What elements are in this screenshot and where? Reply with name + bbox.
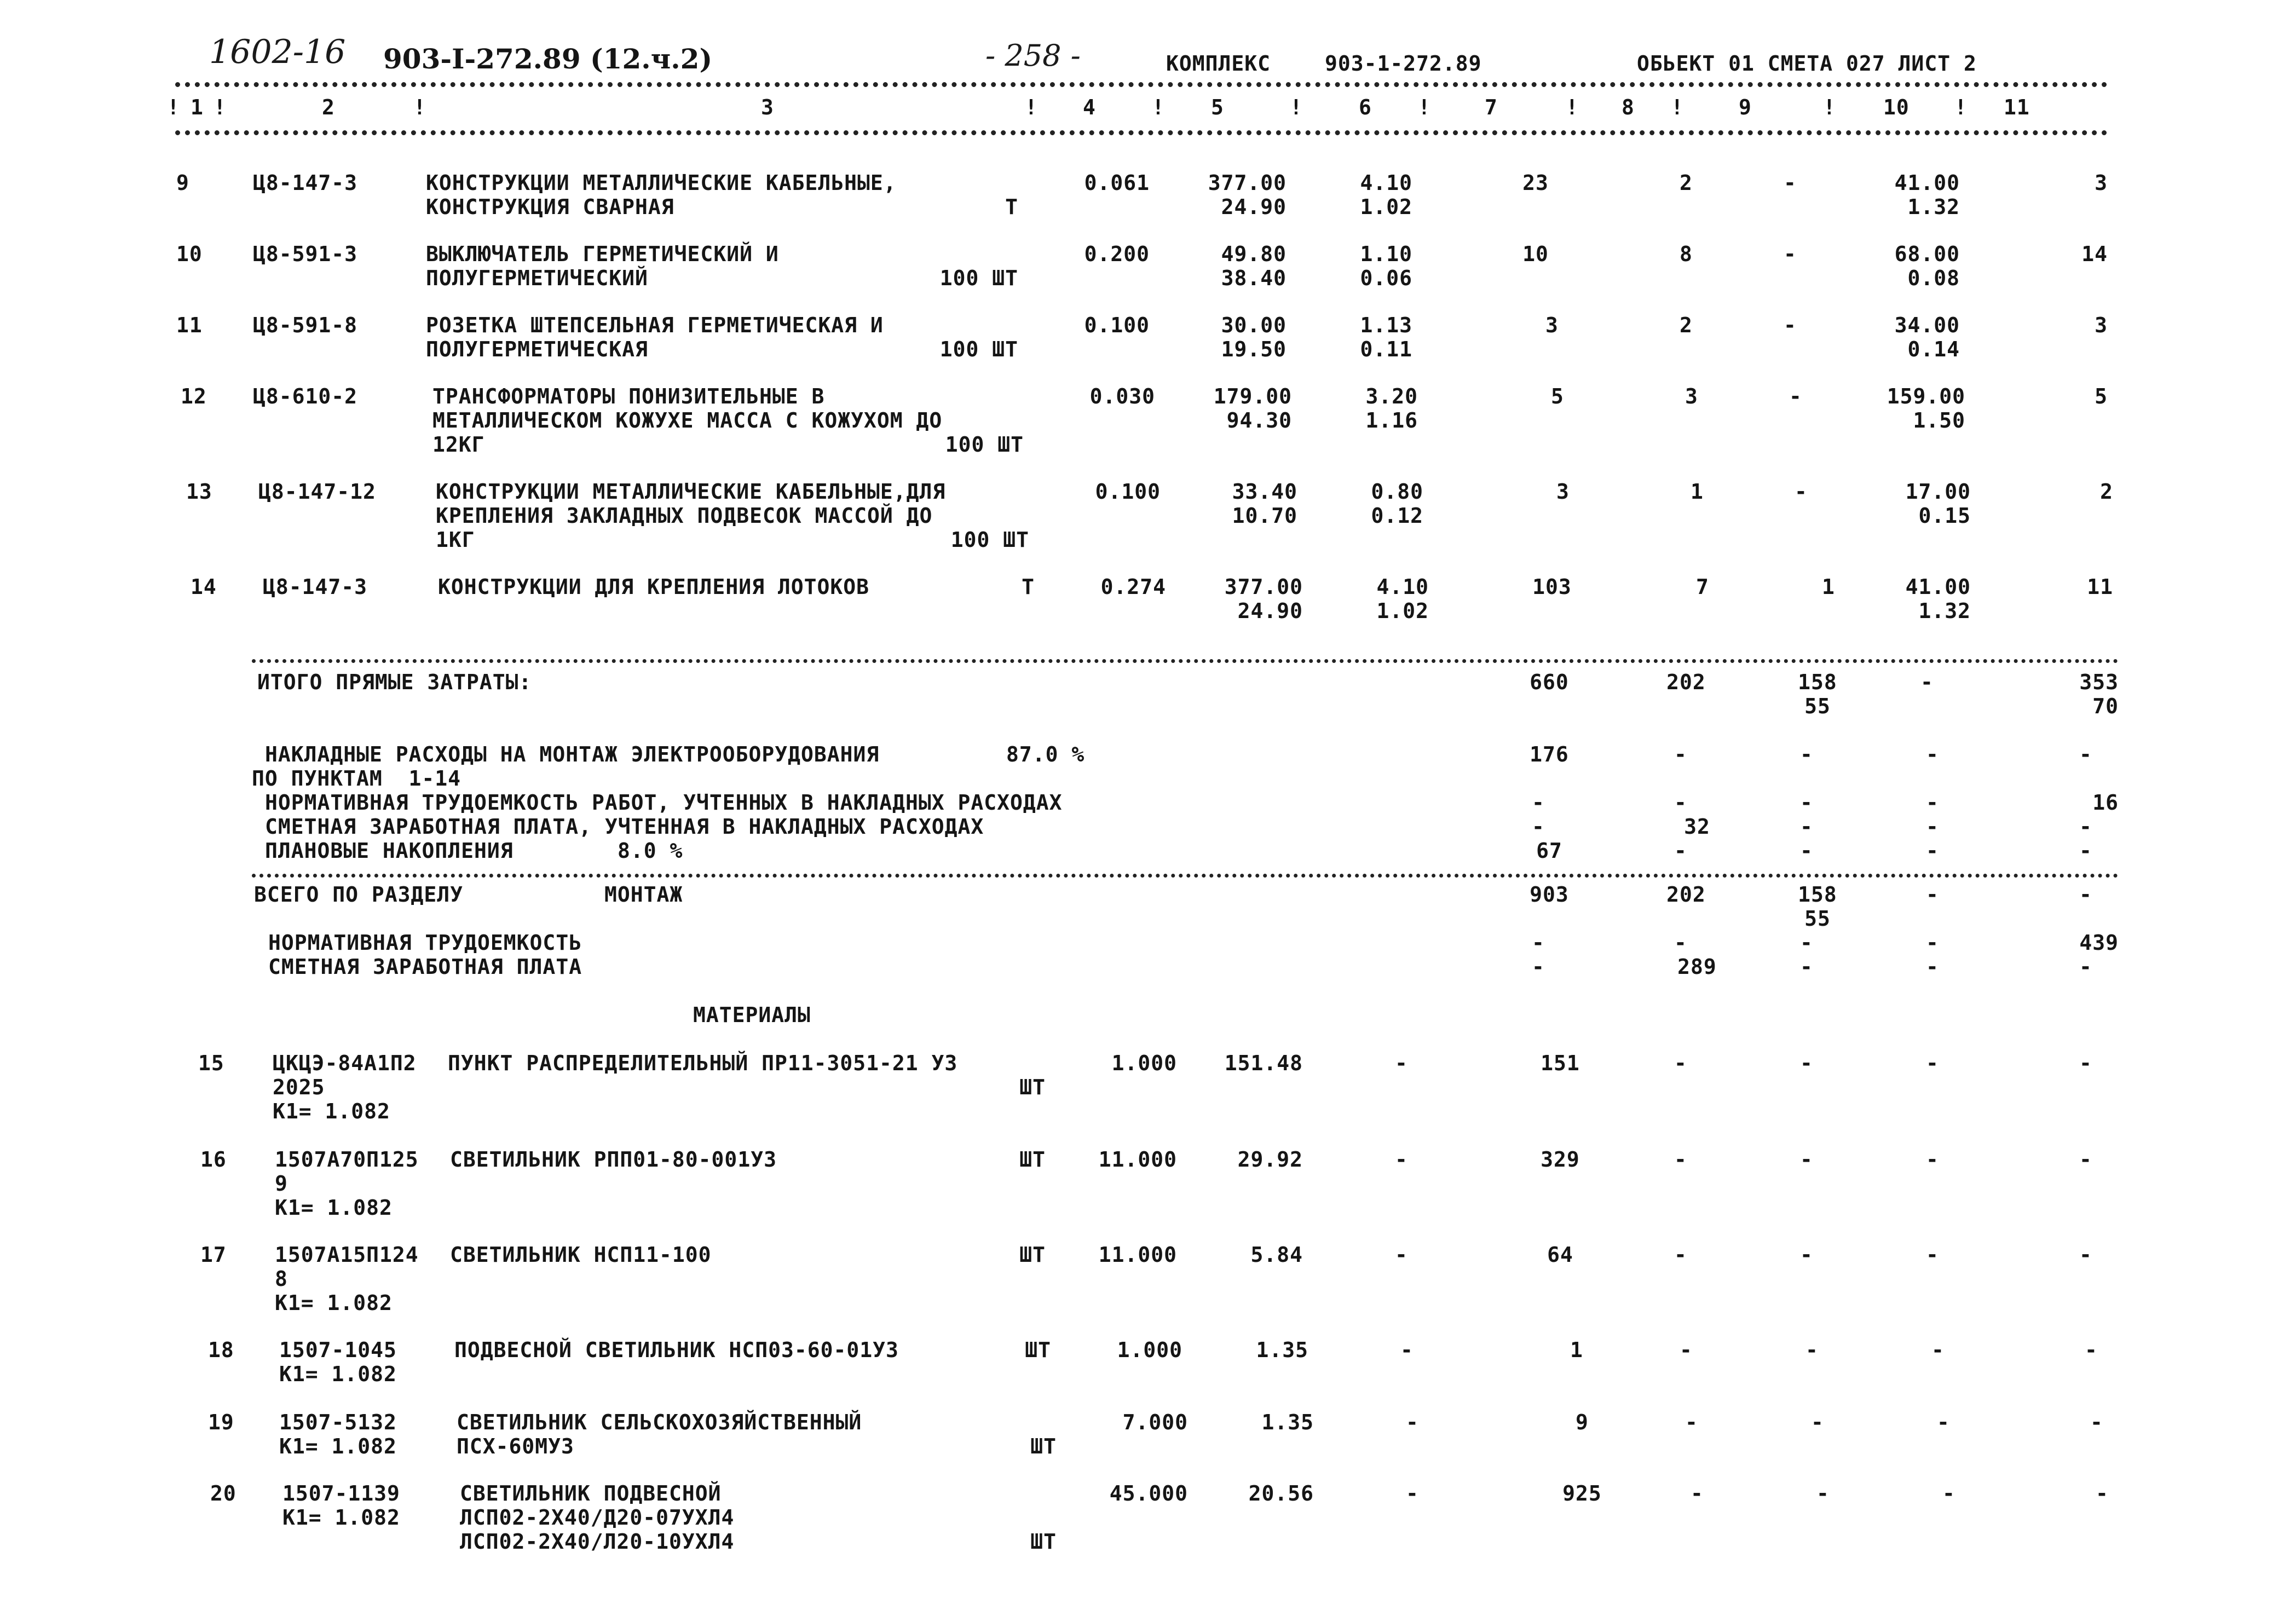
row-quantity: 0.100 — [1084, 313, 1150, 337]
material-price: 5.84 — [1250, 1243, 1303, 1267]
handwritten-index: 1602-16 — [209, 33, 346, 71]
row-description: КОНСТРУКЦИИ МЕТАЛЛИЧЕСКИЕ КАБЕЛЬНЫЕ, — [426, 171, 897, 195]
row-total-1: 0.80 — [1371, 480, 1423, 504]
row-total-2: 0.11 — [1360, 337, 1412, 361]
material-col-11: - — [2079, 1051, 2092, 1075]
material-col-7: 1 — [1570, 1338, 1583, 1362]
col-number-7: 7 — [1485, 95, 1498, 119]
sec-wage-col-8: 289 — [1677, 955, 1717, 979]
wage-col-7: - — [1532, 815, 1545, 839]
material-unit: ШТ — [1030, 1434, 1057, 1458]
norm-col-8: - — [1674, 791, 1687, 815]
row-col-11: 11 — [2087, 575, 2113, 599]
row-col-10b: 1.32 — [1907, 195, 1960, 219]
row-unit-wage: 94.30 — [1226, 408, 1292, 432]
material-description: ПСХ-60МУЗ — [457, 1434, 574, 1458]
material-unit: ШТ — [1030, 1530, 1057, 1554]
direct-col-11: 353 — [2079, 670, 2119, 694]
row-col-8: 2 — [1680, 171, 1693, 195]
row-number: 14 — [191, 575, 217, 599]
row-unit-price: 377.00 — [1208, 171, 1287, 195]
material-col-6: - — [1406, 1481, 1419, 1505]
material-coefficient: K1= 1.082 — [273, 1099, 390, 1123]
material-description: СВЕТИЛЬНИК НСП11-100 — [450, 1243, 712, 1267]
overhead-col-7: 176 — [1530, 742, 1569, 766]
material-col-8: - — [1674, 1147, 1687, 1172]
row-col-10b: 1.32 — [1918, 599, 1971, 623]
sec-norm-col-7: - — [1532, 931, 1545, 955]
row-col-10: 41.00 — [1894, 171, 1960, 195]
row-col-10: 17.00 — [1905, 480, 1971, 504]
material-description: ЛСП02-2Х40/Л20-10УХЛ4 — [460, 1530, 735, 1554]
material-number: 20 — [210, 1481, 236, 1505]
planned-savings-label: ПЛАНОВЫЕ НАКОПЛЕНИЯ — [265, 839, 514, 863]
row-description: КОНСТРУКЦИИ ДЛЯ КРЕПЛЕНИЯ ЛОТОКОВ — [438, 575, 869, 599]
row-col-7: 5 — [1551, 384, 1564, 408]
row-col-7: 3 — [1545, 313, 1559, 337]
overhead-col-9: - — [1800, 742, 1813, 766]
material-code: ЦКЦЭ-84А1П2 — [273, 1051, 417, 1075]
material-col-10: - — [1942, 1481, 1955, 1505]
material-quantity: 45.000 — [1109, 1481, 1188, 1505]
material-quantity: 11.000 — [1098, 1243, 1177, 1267]
material-col-7: 9 — [1576, 1410, 1589, 1434]
plan-col-9: - — [1800, 839, 1813, 863]
row-description: КОНСТРУКЦИИ МЕТАЛЛИЧЕСКИЕ КАБЕЛЬНЫЕ,ДЛЯ — [436, 480, 946, 504]
column-sep: ! — [1152, 95, 1165, 119]
row-total-1: 3.20 — [1365, 384, 1418, 408]
complex-label: КОМПЛЕКС — [1166, 51, 1271, 76]
row-total-1: 4.10 — [1360, 171, 1412, 195]
row-col-9: 1 — [1822, 575, 1835, 599]
row-col-8: 3 — [1685, 384, 1698, 408]
material-col-8: - — [1674, 1243, 1687, 1267]
row-quantity: 0.061 — [1084, 171, 1150, 195]
section-wage-label: СМЕТНАЯ ЗАРАБОТНАЯ ПЛАТА — [268, 955, 582, 979]
material-col-9: - — [1800, 1147, 1813, 1172]
row-quantity: 0.100 — [1095, 480, 1161, 504]
row-code: Ц8-591-8 — [253, 313, 358, 337]
col-number-10: 10 — [1883, 95, 1910, 119]
norm-col-10: - — [1926, 791, 1939, 815]
row-col-8: 8 — [1680, 242, 1693, 266]
material-number: 19 — [208, 1410, 234, 1434]
row-unit-price: 30.00 — [1221, 313, 1287, 337]
row-unit-wage: 10.70 — [1232, 504, 1297, 528]
row-col-7: 3 — [1556, 480, 1570, 504]
wage-overhead-label: СМЕТНАЯ ЗАРАБОТНАЯ ПЛАТА, УЧТЕННАЯ В НАКЛАДНЫХ РАСХОДАХ — [265, 815, 984, 839]
row-col-9: - — [1784, 313, 1797, 337]
material-price: 1.35 — [1256, 1338, 1308, 1362]
material-extra: 9 — [275, 1172, 288, 1196]
row-col-10b: 1.50 — [1913, 408, 1965, 432]
material-col-7: 64 — [1547, 1243, 1573, 1267]
materials-heading: МАТЕРИАЛЫ — [693, 1003, 811, 1027]
row-description: ВЫКЛЮЧАТЕЛЬ ГЕРМЕТИЧЕСКИЙ И — [426, 242, 779, 266]
material-description: СВЕТИЛЬНИК СЕЛЬСКОХОЗЯЙСТВЕННЫЙ — [457, 1410, 862, 1434]
wage-col-8: 32 — [1684, 815, 1710, 839]
row-col-7: 23 — [1522, 171, 1549, 195]
row-total-2: 0.12 — [1371, 504, 1423, 528]
material-col-11: - — [2096, 1481, 2109, 1505]
material-coefficient: K1= 1.082 — [275, 1196, 393, 1220]
material-unit: ШТ — [1025, 1338, 1051, 1362]
row-description: 1КГ — [436, 528, 475, 552]
section-col-9: 158 — [1798, 882, 1837, 907]
col-number-2: 2 — [322, 95, 335, 119]
row-unit: Т — [1005, 195, 1018, 219]
section-rule — [252, 874, 2119, 878]
row-quantity: 0.030 — [1089, 384, 1155, 408]
material-quantity: 1.000 — [1111, 1051, 1177, 1075]
material-coefficient: K1= 1.082 — [275, 1291, 393, 1315]
material-col-9: - — [1816, 1481, 1830, 1505]
material-description: ПУНКТ РАСПРЕДЕЛИТЕЛЬНЫЙ ПР11-3051-21 УЗ — [448, 1051, 958, 1075]
row-total-2: 0.06 — [1360, 266, 1412, 290]
norm-col-9: - — [1800, 791, 1813, 815]
material-col-10: - — [1937, 1410, 1950, 1434]
row-code: Ц8-147-12 — [258, 480, 376, 504]
row-unit-wage: 24.90 — [1237, 599, 1303, 623]
section-norm-label: НОРМАТИВНАЯ ТРУДОЕМКОСТЬ — [268, 931, 582, 955]
row-col-9: - — [1784, 242, 1797, 266]
material-code: 1507А70П125 — [275, 1147, 419, 1172]
overhead-points: ПО ПУНКТАМ 1-14 — [252, 766, 461, 791]
overhead-col-8: - — [1674, 742, 1687, 766]
section-col-8: 202 — [1666, 882, 1706, 907]
row-unit: 100 ШТ — [945, 432, 1024, 457]
direct-col-8: 202 — [1666, 670, 1706, 694]
col-number-9: 9 — [1739, 95, 1752, 119]
column-sep: ! — [1823, 95, 1836, 119]
row-number: 13 — [186, 480, 212, 504]
material-col-10: - — [1926, 1147, 1939, 1172]
row-total-1: 1.13 — [1360, 313, 1412, 337]
object-sheet-info: ОБЬЕКТ 01 СМЕТА 027 ЛИСТ 2 — [1637, 51, 1977, 76]
row-col-11: 3 — [2095, 171, 2108, 195]
sec-norm-col-11: 439 — [2079, 931, 2119, 955]
material-col-6: - — [1406, 1410, 1419, 1434]
material-extra: 8 — [275, 1267, 288, 1291]
section-col-9b: 55 — [1804, 907, 1831, 931]
sec-wage-col-10: - — [1926, 955, 1939, 979]
row-number: 10 — [176, 242, 203, 266]
row-unit: 100 ШТ — [939, 337, 1018, 361]
row-col-10: 159.00 — [1887, 384, 1965, 408]
material-col-8: - — [1674, 1051, 1687, 1075]
header-rule-bottom — [175, 130, 2108, 135]
material-number: 17 — [200, 1243, 227, 1267]
column-sep: ! — [1418, 95, 1431, 119]
material-price: 151.48 — [1224, 1051, 1303, 1075]
sec-norm-col-10: - — [1926, 931, 1939, 955]
document-code: 903-I-272.89 (12.ч.2) — [383, 43, 713, 75]
header-rule-top — [175, 82, 2108, 87]
complex-code: 903-1-272.89 — [1325, 51, 1482, 76]
column-sep: ! — [1671, 95, 1684, 119]
material-col-9: - — [1805, 1338, 1819, 1362]
row-col-10b: 0.15 — [1918, 504, 1971, 528]
row-col-10b: 0.08 — [1907, 266, 1960, 290]
material-col-11: - — [2090, 1410, 2103, 1434]
col-number-1: 1 — [191, 95, 204, 119]
row-code: Ц8-147-3 — [263, 575, 368, 599]
norm-col-7: - — [1532, 791, 1545, 815]
row-description: ТРАНСФОРМАТОРЫ ПОНИЗИТЕЛЬНЫЕ В — [432, 384, 825, 408]
row-total-2: 1.02 — [1360, 195, 1412, 219]
row-description: КОНСТРУКЦИЯ СВАРНАЯ — [426, 195, 674, 219]
row-number: 9 — [176, 171, 189, 195]
direct-col-10: - — [1920, 670, 1934, 694]
row-unit: 100 ШТ — [939, 266, 1018, 290]
row-unit-wage: 24.90 — [1221, 195, 1287, 219]
sec-wage-col-11: - — [2079, 955, 2092, 979]
material-col-11: - — [2079, 1147, 2092, 1172]
row-code: Ц8-147-3 — [253, 171, 358, 195]
material-number: 15 — [198, 1051, 224, 1075]
col-number-3: 3 — [761, 95, 774, 119]
material-col-9: - — [1811, 1410, 1824, 1434]
column-sep: ! — [413, 95, 426, 119]
plan-col-8: - — [1674, 839, 1687, 863]
row-code: Ц8-591-3 — [253, 242, 358, 266]
totals-rule — [252, 659, 2119, 663]
row-description: РОЗЕТКА ШТЕПСЕЛЬНАЯ ГЕРМЕТИЧЕСКАЯ И — [426, 313, 884, 337]
material-col-6: - — [1400, 1338, 1414, 1362]
material-quantity: 1.000 — [1117, 1338, 1182, 1362]
row-col-9: - — [1789, 384, 1802, 408]
material-col-8: - — [1680, 1338, 1693, 1362]
direct-costs-label: ИТОГО ПРЯМЫЕ ЗАТРАТЫ: — [257, 670, 532, 694]
row-col-10: 41.00 — [1905, 575, 1971, 599]
column-sep: ! — [214, 95, 227, 119]
overhead-label: НАКЛАДНЫЕ РАСХОДЫ НА МОНТАЖ ЭЛЕКТРООБОРУДОВАНИЯ — [265, 742, 880, 766]
row-col-9: - — [1784, 171, 1797, 195]
material-col-6: - — [1395, 1243, 1408, 1267]
row-unit-price: 49.80 — [1221, 242, 1287, 266]
row-unit-price: 179.00 — [1213, 384, 1292, 408]
material-price: 1.35 — [1261, 1410, 1314, 1434]
material-unit: ШТ — [1019, 1147, 1046, 1172]
direct-col-7: 660 — [1530, 670, 1569, 694]
column-sep: ! — [1025, 95, 1038, 119]
row-unit-wage: 38.40 — [1221, 266, 1287, 290]
row-total-2: 1.02 — [1376, 599, 1429, 623]
row-col-8: 2 — [1680, 313, 1693, 337]
col-number-4: 4 — [1083, 95, 1096, 119]
material-col-6: - — [1395, 1147, 1408, 1172]
material-col-9: - — [1800, 1051, 1813, 1075]
material-col-9: - — [1800, 1243, 1813, 1267]
direct-col-11b: 70 — [2092, 694, 2119, 718]
material-coefficient: K1= 1.082 — [279, 1434, 397, 1458]
material-col-7: 925 — [1562, 1481, 1602, 1505]
column-sep: ! — [1566, 95, 1579, 119]
material-description: ПОДВЕСНОЙ СВЕТИЛЬНИК НСП03-60-01УЗ — [454, 1338, 899, 1362]
row-col-11: 2 — [2100, 480, 2113, 504]
material-col-11: - — [2085, 1338, 2098, 1362]
material-col-7: 329 — [1541, 1147, 1580, 1172]
material-col-10: - — [1931, 1338, 1945, 1362]
row-col-11: 5 — [2095, 384, 2108, 408]
material-coefficient: K1= 1.082 — [279, 1362, 397, 1386]
row-description: МЕТАЛЛИЧЕСКОМ КОЖУХЕ МАССА С КОЖУХОМ ДО — [432, 408, 943, 432]
material-col-10: - — [1926, 1051, 1939, 1075]
direct-col-9: 158 — [1798, 670, 1837, 694]
row-number: 11 — [176, 313, 203, 337]
row-quantity: 0.200 — [1084, 242, 1150, 266]
col-number-8: 8 — [1622, 95, 1635, 119]
material-number: 18 — [208, 1338, 234, 1362]
material-col-7: 151 — [1541, 1051, 1580, 1075]
row-col-7: 103 — [1532, 575, 1572, 599]
section-col-11: - — [2079, 882, 2092, 907]
row-unit-price: 377.00 — [1224, 575, 1303, 599]
col-number-11: 11 — [2004, 95, 2030, 119]
sec-wage-col-7: - — [1532, 955, 1545, 979]
row-col-7: 10 — [1522, 242, 1549, 266]
row-col-8: 1 — [1691, 480, 1704, 504]
material-col-11: - — [2079, 1243, 2092, 1267]
row-col-8: 7 — [1696, 575, 1709, 599]
material-extra: 2025 — [273, 1075, 325, 1099]
material-quantity: 7.000 — [1122, 1410, 1188, 1434]
row-number: 12 — [181, 384, 207, 408]
material-col-8: - — [1691, 1481, 1704, 1505]
row-description: 12КГ — [432, 432, 485, 457]
plan-col-11: - — [2079, 839, 2092, 863]
row-col-10b: 0.14 — [1907, 337, 1960, 361]
row-total-2: 1.16 — [1365, 408, 1418, 432]
row-col-9: - — [1795, 480, 1808, 504]
row-quantity: 0.274 — [1100, 575, 1166, 599]
row-description: ПОЛУГЕРМЕТИЧЕСКИЙ — [426, 266, 648, 290]
sec-norm-col-8: - — [1674, 931, 1687, 955]
row-code: Ц8-610-2 — [253, 384, 358, 408]
row-col-11: 14 — [2081, 242, 2108, 266]
sec-wage-col-9: - — [1800, 955, 1813, 979]
material-unit: ШТ — [1019, 1075, 1046, 1099]
wage-col-9: - — [1800, 815, 1813, 839]
row-total-1: 1.10 — [1360, 242, 1412, 266]
section-name: МОНТАЖ — [604, 882, 683, 907]
material-col-8: - — [1685, 1410, 1698, 1434]
norm-labor-overhead-label: НОРМАТИВНАЯ ТРУДОЕМКОСТЬ РАБОТ, УЧТЕННЫХ В НАКЛАДНЫХ РАСХОДАХ — [265, 791, 1063, 815]
col-number-6: 6 — [1359, 95, 1372, 119]
col-number-5: 5 — [1211, 95, 1224, 119]
row-unit: Т — [1022, 575, 1035, 599]
material-price: 29.92 — [1237, 1147, 1303, 1172]
section-col-7: 903 — [1530, 882, 1569, 907]
row-unit-price: 33.40 — [1232, 480, 1297, 504]
plan-col-7: 67 — [1536, 839, 1562, 863]
page-number: - 258 - — [985, 38, 1081, 73]
material-col-10: - — [1926, 1243, 1939, 1267]
section-total-label: ВСЕГО ПО РАЗДЕЛУ — [254, 882, 464, 907]
planned-savings-percent: 8.0 % — [618, 839, 683, 863]
material-number: 16 — [200, 1147, 227, 1172]
row-col-10: 68.00 — [1894, 242, 1960, 266]
column-sep: ! — [167, 95, 180, 119]
material-col-6: - — [1395, 1051, 1408, 1075]
column-sep: ! — [1954, 95, 1968, 119]
overhead-col-11: - — [2079, 742, 2092, 766]
norm-col-11: 16 — [2092, 791, 2119, 815]
material-code: 1507-5132 — [279, 1410, 397, 1434]
direct-col-9b: 55 — [1804, 694, 1831, 718]
material-unit: ШТ — [1019, 1243, 1046, 1267]
material-code: 1507-1045 — [279, 1338, 397, 1362]
wage-col-10: - — [1926, 815, 1939, 839]
material-code: 1507А15П124 — [275, 1243, 419, 1267]
material-description: ЛСП02-2Х40/Д20-07УХЛ4 — [460, 1505, 735, 1530]
plan-col-10: - — [1926, 839, 1939, 863]
wage-col-11: - — [2079, 815, 2092, 839]
row-col-10: 34.00 — [1894, 313, 1960, 337]
material-coefficient: K1= 1.082 — [282, 1505, 400, 1530]
material-quantity: 11.000 — [1098, 1147, 1177, 1172]
row-unit: 100 ШТ — [950, 528, 1029, 552]
sec-norm-col-9: - — [1800, 931, 1813, 955]
row-total-1: 4.10 — [1376, 575, 1429, 599]
material-code: 1507-1139 — [282, 1481, 400, 1505]
row-unit-wage: 19.50 — [1221, 337, 1287, 361]
material-price: 20.56 — [1248, 1481, 1314, 1505]
row-col-11: 3 — [2095, 313, 2108, 337]
material-description: СВЕТИЛЬНИК ПОДВЕСНОЙ — [460, 1481, 722, 1505]
overhead-col-10: - — [1926, 742, 1939, 766]
column-sep: ! — [1290, 95, 1303, 119]
row-description: КРЕПЛЕНИЯ ЗАКЛАДНЫХ ПОДВЕСОК МАССОЙ ДО — [436, 504, 933, 528]
overhead-percent: 87.0 % — [1006, 742, 1085, 766]
section-col-10: - — [1926, 882, 1939, 907]
material-description: СВЕТИЛЬНИК РПП01-80-001УЗ — [450, 1147, 777, 1172]
row-description: ПОЛУГЕРМЕТИЧЕСКАЯ — [426, 337, 648, 361]
